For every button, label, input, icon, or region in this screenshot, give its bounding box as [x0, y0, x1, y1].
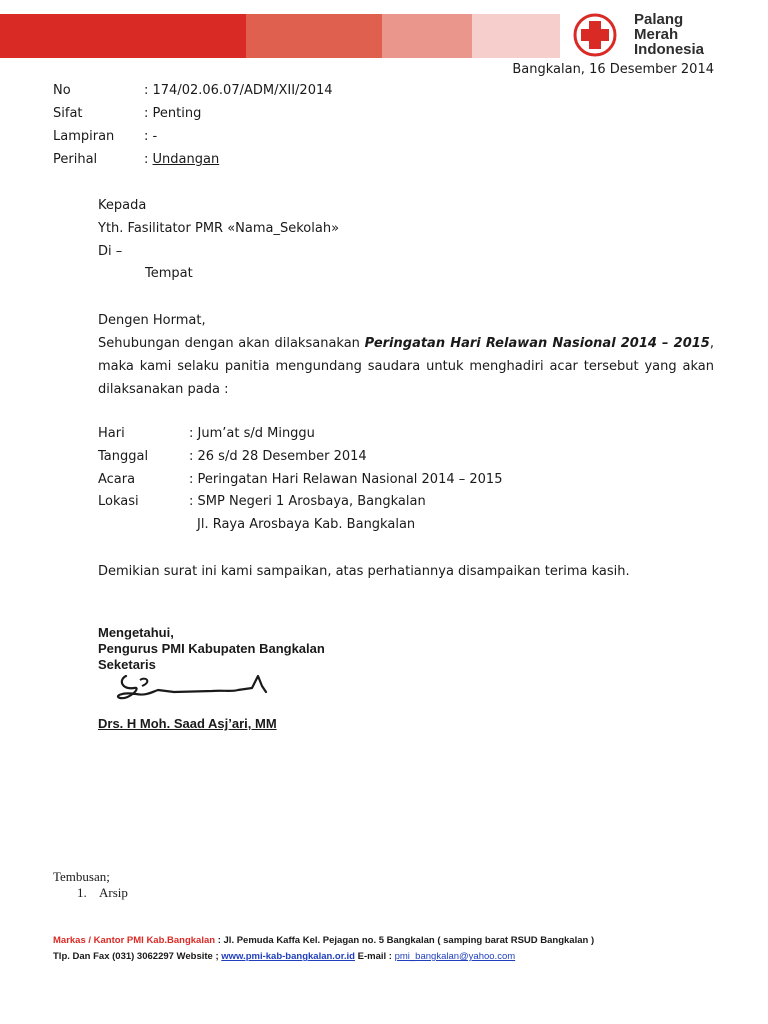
body-part2: , maka kami selaku panitia mengundang saudara untuk menghadiri acar tersebut yang akan dilaksanakan pada : — [98, 336, 714, 397]
tembusan-item-number: 1. — [77, 885, 87, 900]
detail-value: : 26 s/d 28 Desember 2014 — [189, 449, 367, 464]
footer-contact — [53, 951, 515, 962]
subject-undangan: Undangan — [152, 152, 220, 167]
meta-value: : - — [144, 129, 158, 144]
recipient-tempat: Tempat — [145, 266, 193, 281]
header-bar-red — [0, 14, 246, 58]
meta-value-prefix: : — [144, 152, 153, 167]
email-link[interactable]: pmi_bangkalan@yahoo.com — [394, 951, 516, 962]
letter-date: Bangkalan, 16 Desember 2014 — [512, 62, 714, 77]
footer-address-text: : Jl. Pemuda Kaffa Kel. Pejagan no. 5 Bangkalan ( samping barat RSUD Bangkalan ) — [215, 935, 595, 946]
handwritten-signature — [112, 670, 282, 718]
website-link[interactable]: www.pmi-kab-bangkalan.or.id — [221, 951, 355, 962]
red-cross-icon — [568, 12, 624, 58]
detail-value: : SMP Negeri 1 Arosbaya, Bangkalan — [189, 494, 426, 509]
meta-value: : 174/02.06.07/ADM/XII/2014 — [144, 83, 333, 98]
recipient-kepada: Kepada — [98, 198, 147, 213]
meta-label: Lampiran — [53, 129, 115, 144]
detail-value: : Peringatan Hari Relawan Nasional 2014 – 2015 — [189, 472, 503, 487]
meta-label: Perihal — [53, 152, 98, 167]
detail-label: Lokasi — [98, 494, 139, 509]
greeting: Dengen Hormat, — [98, 313, 206, 328]
closing-text: Demikian surat ini kami sampaikan, atas perhatiannya disampaikan terima kasih. — [98, 564, 630, 579]
footer-email-label: E-mail : — [355, 951, 395, 962]
detail-value: : Jum’at s/d Minggu — [189, 426, 315, 441]
meta-label: No — [53, 83, 71, 98]
body-paragraph — [98, 332, 714, 401]
tembusan-item: Arsip — [99, 885, 128, 900]
recipient-di: Di – — [98, 244, 123, 259]
signature-line2: Pengurus PMI Kabupaten Bangkalan — [98, 641, 325, 656]
signatory-name: Drs. H Moh. Saad Asj’ari, MM — [98, 716, 277, 731]
org-name-line2: Merah — [634, 26, 679, 43]
footer-office-name: Markas / Kantor PMI Kab.Bangkalan — [53, 935, 216, 946]
org-name-line3: Indonesia — [634, 41, 705, 58]
signature-block — [98, 625, 325, 673]
header-bar-salmon — [246, 14, 382, 58]
tembusan-label: Tembusan; — [53, 869, 110, 884]
footer-phone: Tlp. Dan Fax (031) 3062297 Website ; — [53, 951, 222, 962]
recipient-yth: Yth. Fasilitator PMR «Nama_Sekolah» — [98, 221, 340, 236]
org-name-line1: Palang — [634, 11, 684, 28]
detail-label: Acara — [98, 472, 136, 487]
body-event-name: Peringatan Hari Relawan Nasional 2014 – 2015 — [364, 336, 710, 351]
pmi-logo — [568, 12, 768, 64]
footer-address — [53, 935, 594, 946]
meta-label: Sifat — [53, 106, 83, 121]
lokasi-address-line2: Jl. Raya Arosbaya Kab. Bangkalan — [197, 517, 416, 532]
meta-value — [144, 152, 219, 167]
body-part1: Sehubungan dengan akan dilaksanakan — [98, 336, 365, 351]
meta-value: : Penting — [144, 106, 202, 121]
signature-line1: Mengetahui, — [98, 625, 174, 640]
header-bar-pink — [382, 14, 472, 58]
detail-label: Hari — [98, 426, 125, 441]
signature-line3: Seketaris — [98, 657, 156, 672]
org-name — [634, 12, 704, 57]
header-bar-light-pink — [472, 14, 560, 58]
detail-label: Tanggal — [98, 449, 149, 464]
